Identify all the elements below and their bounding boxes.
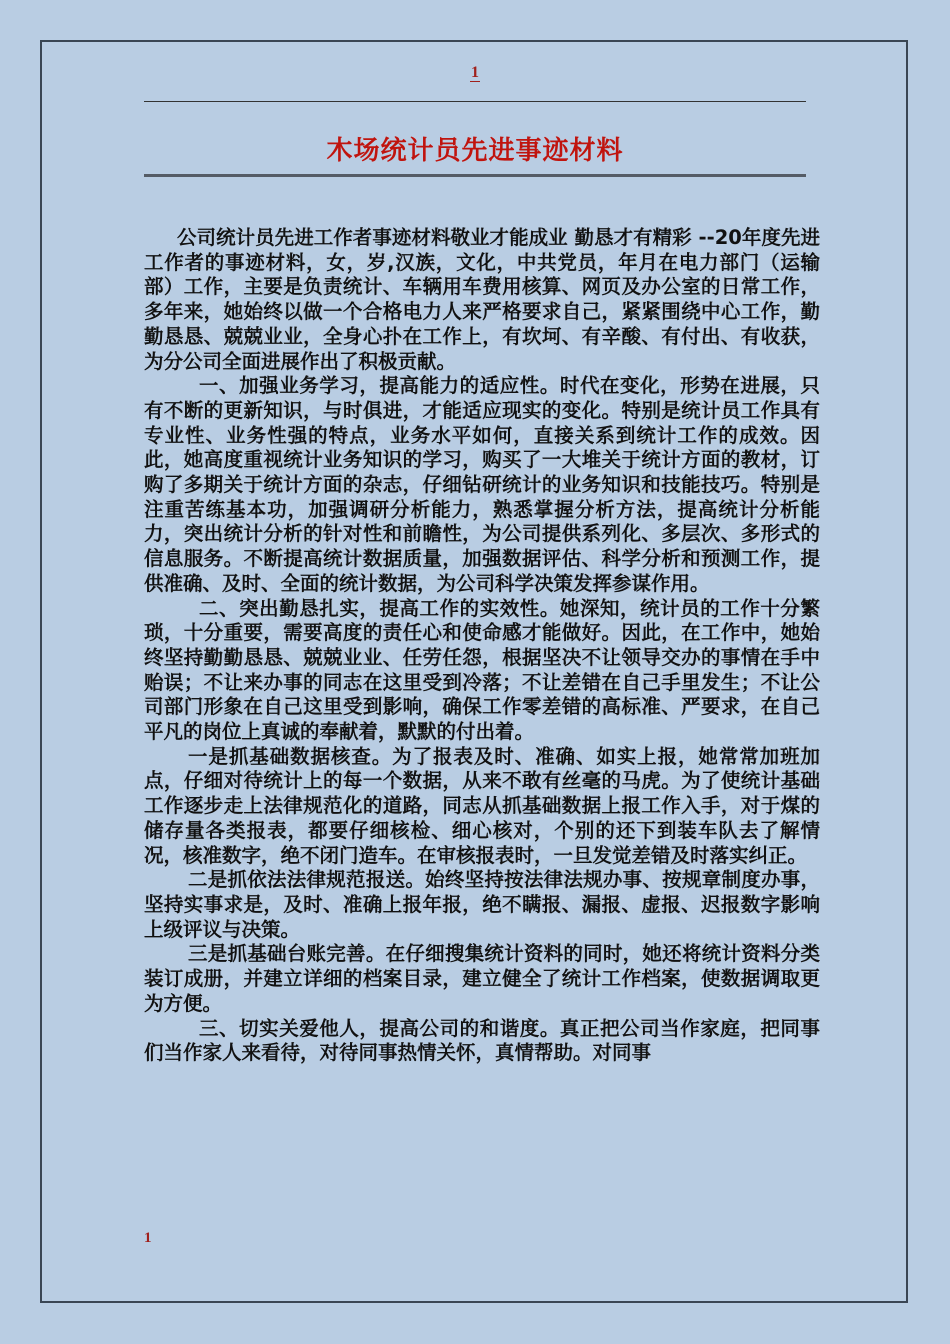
paragraph-section-3: 三、切实关爱他人，提高公司的和谐度。真正把公司当作家庭，把同事们当作家人来看待，对待同事热情关怀，真情帮助。对同事 (144, 1016, 820, 1065)
paragraph-point-1: 一是抓基础数据核查。为了报表及时、准确、如实上报，她常常加班加点，仔细对待统计上的每一个数据，从来不敢有丝毫的马虎。为了使统计基础工作逐步走上法律规范化的道路，同志从抓基础数据上报工作入手，对于煤的储存量各类报表，都要仔细核检、细心核对，个别的还下到装车队去了解情况，核准数字，绝不闭门造车。在审核报表时，一旦发觉差错及时落实纠正。 (144, 744, 820, 867)
paragraph-section-2: 二、突出勤恳扎实，提高工作的实效性。她深知，统计员的工作十分繁琐，十分重要，需要高度的责任心和使命感才能做好。因此，在工作中，她始终坚持勤勤恳恳、兢兢业业、任劳任怨，根据坚决不让领导交办的事情在手中贻误；不让来办事的同志在这里受到冷落；不让差错在自己手里发生；不让公司部门形象在自己这里受到影响，确保工作零差错的高标准、严要求，在自己平凡的岗位上真诚的奉献着，默默的付出着。 (144, 596, 820, 744)
header-page-number: 1 (471, 64, 479, 81)
paragraph-section-1: 一、加强业务学习，提高能力的适应性。时代在变化，形势在进展，只有不断的更新知识，与时俱进，才能适应现实的变化。特别是统计员工作具有专业性、业务性强的特点，业务水平如何，直接关系到统计工作的成效。因此，她高度重视统计业务知识的学习，购买了一大堆关于统计方面的教材，订购了多期关于统计方面的杂志，仔细钻研统计的业务知识和技能技巧。特别是注重苦练基本功，加强调研分析能力，熟悉掌握分析方法，提高统计分析能力，突出统计分析的针对性和前瞻性，为公司提供系列化、多层次、多形式的信息服务。不断提高统计数据质量，加强数据评估、科学分析和预测工作，提供准确、及时、全面的统计数据，为公司科学决策发挥参谋作用。 (144, 374, 820, 595)
paragraph-point-3: 三是抓基础台账完善。在仔细搜集统计资料的同时，她还将统计资料分类装订成册，并建立详细的档案目录，建立健全了统计工作档案，使数据调取更为方便。 (144, 942, 820, 1015)
document-title: 木场统计员先进事迹材料 (326, 136, 624, 166)
title-divider (144, 174, 806, 177)
document-body (144, 226, 820, 1066)
header-divider (144, 101, 806, 102)
paragraph-point-2: 二是抓依法法律规范报送。始终坚持按法律法规办事、按规章制度办事，坚持实事求是，及时、准确上报年报，绝不瞒报、漏报、虚报、迟报数字影响上级评议与决策。 (144, 868, 820, 941)
paragraph-intro: 公司统计员先进工作者事迹材料敬业才能成业 勤恳才有精彩 --20年度先进工作者的事迹材料，女，岁,汉族，文化，中共党员，年月在电力部门（运输部）工作，主要是负责统计、车辆用车费用核算、网页及办公室的日常工作，多年来，她始终以做一个合格电力人来严格要求自己，紧紧围绕中心工作，勤勤恳恳、兢兢业业，全身心扑在工作上，有坎坷、有辛酸、有付出、有收获，为分公司全面进展作出了积极贡献。 (144, 226, 820, 373)
footer-page-number: 1 (144, 1230, 152, 1246)
